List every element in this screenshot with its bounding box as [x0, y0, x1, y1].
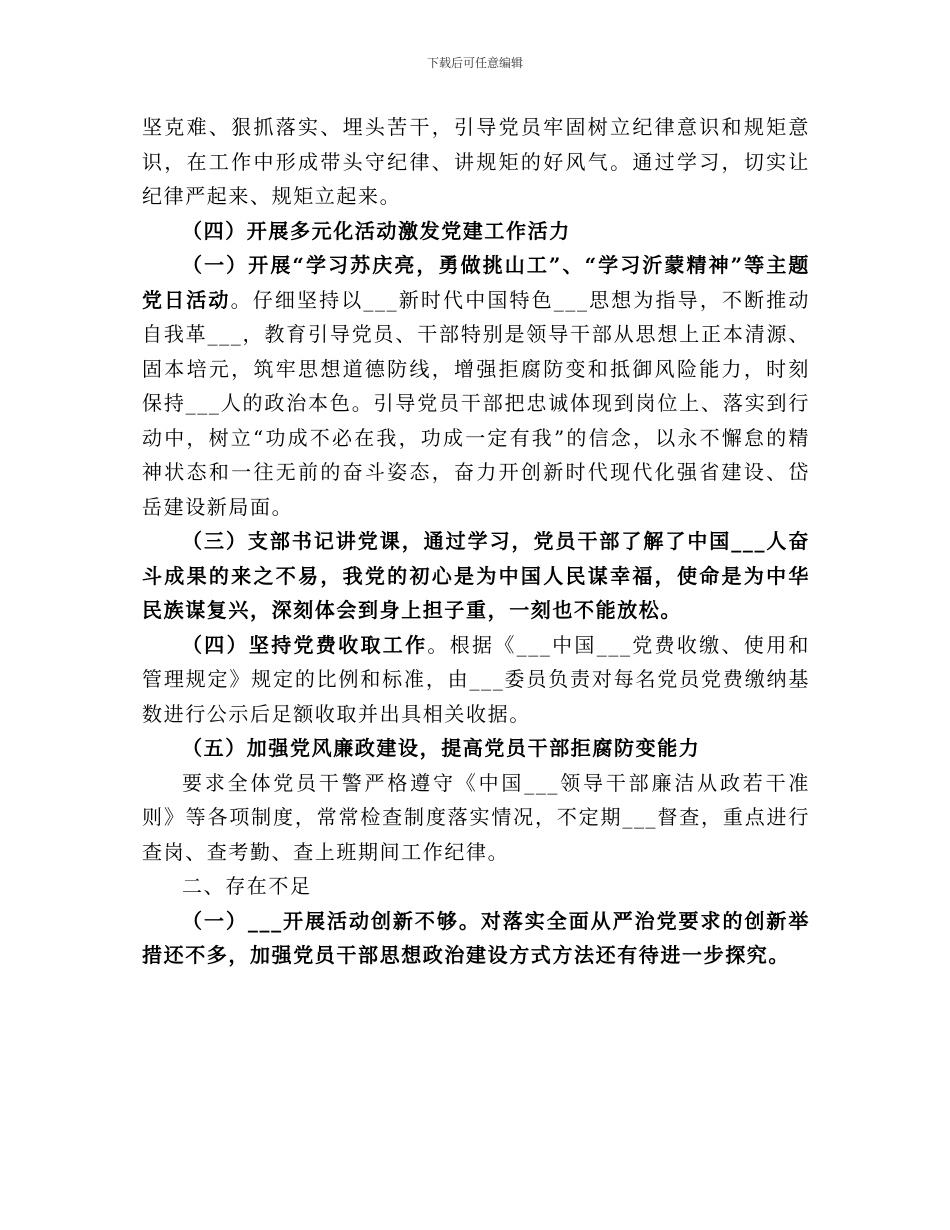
item-3-paragraph: （三）支部书记讲党课，通过学习，党员干部了解了中国___人奋斗成果的来之不易，我党的初心是为中国人民谋幸福，使命是为中华民族谋复兴，深刻体会到身上担子重，一刻也不能放松。 — [142, 529, 810, 622]
item-1-lead: （一）开展“学习苏庆亮，勇做挑山工”、“学习沂蒙精神”等主题党日活动 — [142, 253, 810, 312]
item-1-paragraph — [142, 248, 810, 524]
item-5-paragraph: 要求全体党员干警严格遵守《中国___领导干部廉洁从政若干准则》等各项制度，常常检查制度落实情况，不定期___督查，重点进行查岗、查考勤、查上班期间工作纪律。 — [142, 770, 810, 864]
item-4-paragraph — [142, 628, 810, 732]
paragraph-continuation: 坚克难、狠抓落实、埋头苦干，引导党员牢固树立纪律意识和规矩意识，在工作中形成带头守纪律、讲规矩的好风气。通过学习，切实让纪律严起来、规矩立起来。 — [142, 115, 810, 208]
item-4-lead: （四）坚持党费收取工作 — [182, 632, 428, 657]
deficit-1-paragraph: （一）___开展活动创新不够。对落实全面从严治党要求的创新举措还不多，加强党员干部思想政治建设方式方法还有待进一步探究。 — [142, 908, 810, 967]
document-body — [142, 110, 810, 973]
item-5-heading: （五）加强党风廉政建设，提高党员干部拒腐防变能力 — [182, 736, 701, 760]
item-1-body: 。仔细坚持以___新时代中国特色___思想为指导，不断推动自我革___，教育引导党员、干部特别是领导干部从思想上正本清源、固本培元，筑牢思想道德防线，增强拒腐防变和抵御风险能力，时刻保持___人的政治本色。引导党员干部把忠诚体现到岗位上、落实到行动中，树立“功成不必在我，功成一定有我”的信念，以永不懈怠的精神状态和一往无前的奋斗姿态，奋力开创新时代现代化强省建设、岱岳建设新局面。 — [142, 287, 810, 519]
item-4-body: 。根据《___中国___党费收缴、使用和管理规定》规定的比例和标准，由___委员负责对每名党员党费缴纳基数进行公示后足额收取并出具相关收据。 — [142, 632, 811, 726]
page-header-note: 下载后可任意编辑 — [426, 56, 523, 70]
section-2-heading: 二、存在不足 — [182, 874, 312, 898]
section-heading-4: （四）开展多元化活动激发党建工作活力 — [182, 218, 571, 243]
